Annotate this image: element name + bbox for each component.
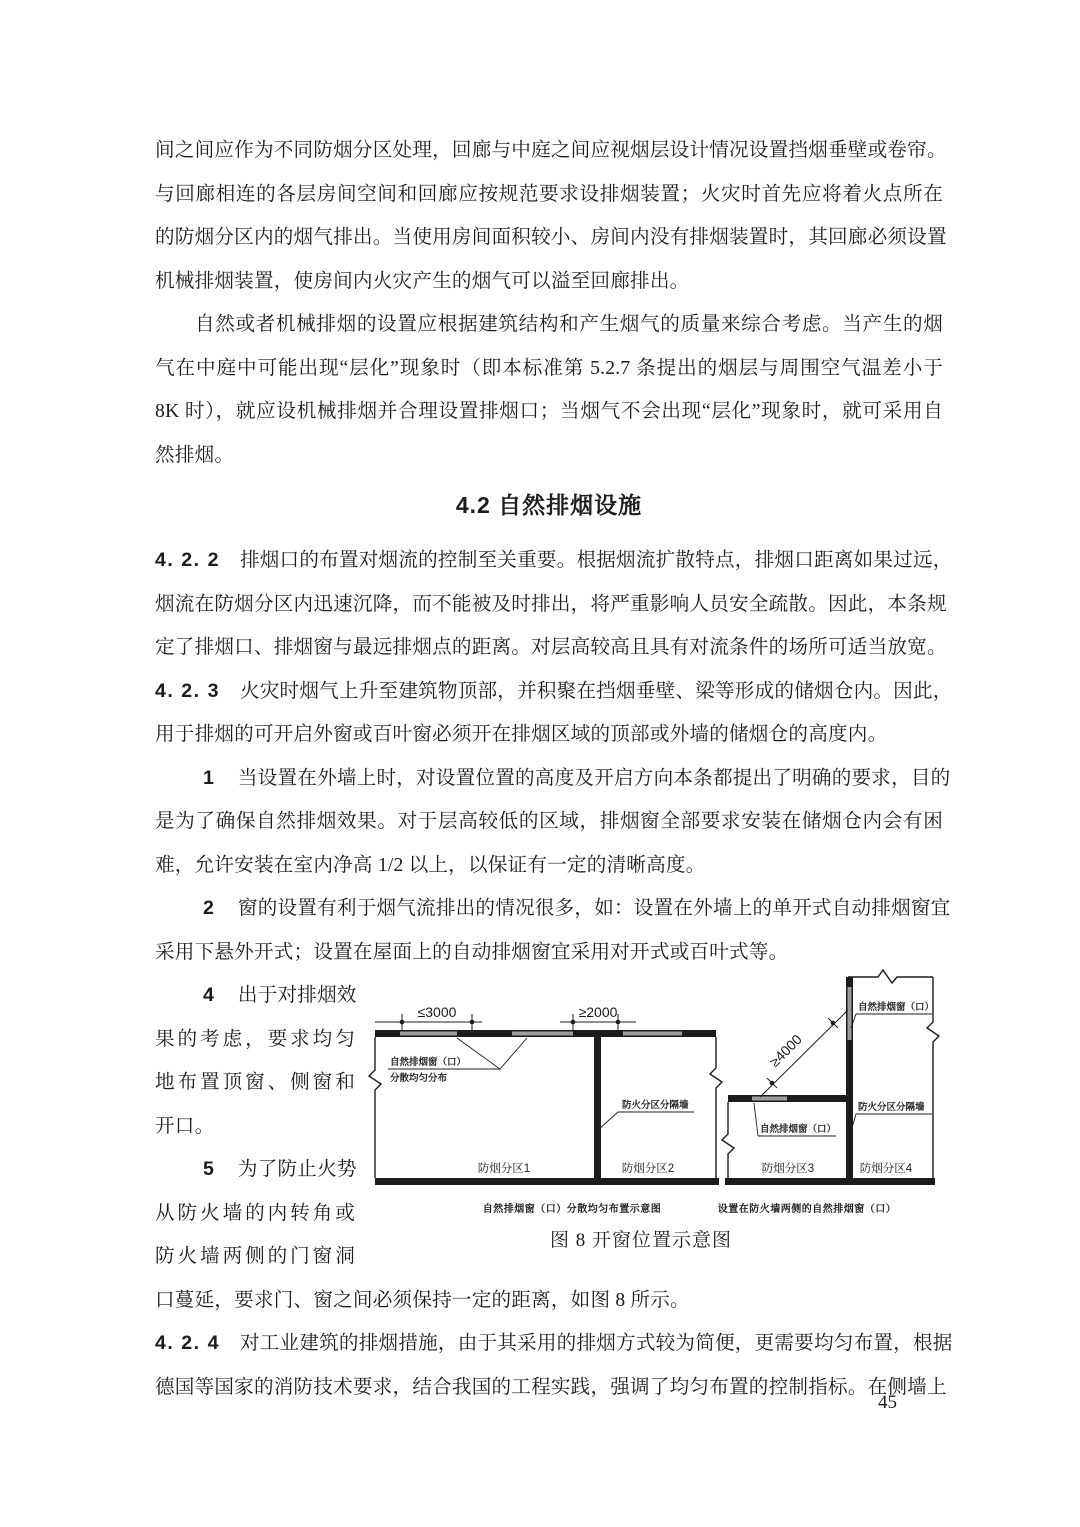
line-text: 自然或者机械排烟的设置应根据建筑结构和产生烟气的质量来综合考虑。当产生的烟: [195, 314, 943, 335]
line-text: 气在中庭中可能出现“层化”现象时（即本标准第 5.2.7 条提出的烟层与周围空气温差小于: [155, 357, 943, 379]
clause-number: 4: [203, 984, 214, 1006]
line-text: 口蔓延，要求门、窗之间必须保持一定的距离，如图 8 所示。: [155, 1289, 690, 1311]
dim-label-3000: ≤3000: [417, 1004, 457, 1020]
text-line: [155, 1018, 355, 1062]
line-text: 烟流在防烟分区内迅速沉降，而不能被及时排出，将严重影响人员安全疏散。因此，本条规: [155, 593, 947, 615]
text-line: [155, 1061, 355, 1105]
line-text: 8K 时），就应设机械排烟并合理设置排烟口；当烟气不会出现“层化”现象时，就可采用自: [155, 401, 943, 422]
text-line: [155, 1366, 947, 1410]
clause-number: 5: [203, 1158, 214, 1180]
clause-number: 4. 2. 4: [155, 1332, 220, 1354]
text-line: [155, 539, 953, 583]
clause-number: 1: [203, 766, 214, 789]
text-line: [155, 583, 947, 627]
line-text: 从防火墙的内转角或: [155, 1202, 355, 1224]
line-text: 排烟口的布置对烟流的控制至关重要。根据烟流扩散特点，排烟口距离如果过远，: [239, 550, 953, 571]
line-text: 与回廊相连的各层房间空间和回廊应按规范要求设排烟装置；火灾时首先应将着火点所在: [155, 183, 943, 205]
line-text: 难，允许安装在室内净高 1/2 以上，以保证有一定的清晰高度。: [155, 854, 706, 876]
text-line: [155, 347, 943, 391]
right-window-label-side: 自然排烟窗（口）: [760, 1124, 837, 1135]
text-line: [155, 670, 953, 714]
line-text: 定了排烟口、排烟窗与最远排烟点的距离。对层高较高且具有对流条件的场所可适当放宽。: [155, 637, 947, 658]
dim-label-2000: ≥2000: [578, 1004, 618, 1020]
left-window-label-line1: 自然排烟窗（口）: [390, 1057, 467, 1068]
left-window-label-line2: 分散均匀分布: [390, 1073, 448, 1084]
line-text: 出于对排烟效: [237, 985, 357, 1006]
figure-8-drawing: [352, 962, 970, 1220]
text-line: [155, 216, 947, 260]
clause-number: 4. 2. 3: [155, 679, 220, 702]
text-line: [155, 1192, 355, 1236]
line-text: 火灾时烟气上升至建筑物顶部，并积聚在挡烟垂壁、梁等形成的储烟仓内。因此，: [239, 680, 953, 702]
line-text: 当设置在外墙上时，对设置位置的高度及开启方向本条都提出了明确的要求，目的: [237, 767, 951, 789]
text-line: [155, 844, 943, 888]
line-text: 机械排烟装置，使房间内火灾产生的烟气可以溢至回廊排出。: [155, 270, 690, 292]
text-line: [155, 260, 943, 304]
text-line: [155, 434, 943, 478]
dim-label-4000: ≥4000: [766, 1031, 805, 1070]
line-text: 间之间应作为不同防烟分区处理，回廊与中庭之间应视烟层设计情况设置挡烟垂壁或卷帘。: [155, 140, 947, 161]
text-line: [155, 1105, 355, 1149]
right-firewall-label: 防火分区分隔墙: [858, 1102, 925, 1113]
left-subcaption: 自然排烟窗（口）分散均匀布置示意图: [482, 1204, 662, 1215]
line-text: 4.2 自然排烟设施: [455, 492, 643, 518]
figure-caption: 图 8 开窗位置示意图: [549, 1230, 732, 1251]
text-line: [155, 1322, 953, 1366]
text-line: [155, 1148, 355, 1192]
zone-4-label: 防烟分区4: [859, 1163, 913, 1175]
text-line: [155, 757, 951, 801]
text-line: [155, 129, 947, 173]
clause-number: 4. 2. 2: [155, 549, 220, 571]
left-firewall-label: 防火分区分隔墙: [622, 1100, 689, 1111]
text-line: [155, 390, 943, 434]
text-line: [155, 1279, 943, 1323]
right-leader-lines: [754, 1014, 932, 1136]
clause-number: 2: [203, 897, 214, 919]
line-text: 德国等国家的消防技术要求，结合我国的工程实践，强调了均匀布置的控制指标。在侧墙上: [155, 1376, 947, 1398]
line-text: 用于排烟的可开启外窗或百叶窗必须开在排烟区域的顶部或外墙的储烟仓的高度内。: [155, 724, 888, 745]
text-line: [155, 800, 943, 844]
text-line: [155, 626, 947, 670]
line-text: 果的考虑，要求均匀: [155, 1028, 355, 1050]
line-text: 是为了确保自然排烟效果。对于层高较低的区域，排烟窗全部要求安装在储烟仓内会有困: [155, 811, 943, 832]
left-exhaust-windows: [400, 1032, 682, 1036]
text-line: [155, 173, 943, 217]
text-line: [155, 887, 951, 931]
page-number: 45: [878, 1392, 897, 1413]
text-line: [155, 974, 355, 1018]
line-text: 采用下悬外开式；设置在屋面上的自动排烟窗宜采用对开式或百叶式等。: [155, 941, 789, 963]
line-text: 的防烟分区内的烟气排出。当使用房间面积较小、房间内没有排烟装置时，其回廊必须设置: [155, 227, 947, 248]
right-subcaption: 设置在防火墙两侧的自然排烟窗（口）: [717, 1204, 897, 1215]
text-line: [155, 713, 943, 757]
line-text: 开口。: [155, 1115, 215, 1137]
text-line: [155, 303, 943, 347]
line-text: 对工业建筑的排烟措施，由于其采用的排烟方式较为简便，更需要均匀布置，根据: [239, 1333, 953, 1354]
zone-3-label: 防烟分区3: [761, 1163, 815, 1175]
line-text: 窗的设置有利于烟气流排出的情况很多，如：设置在外墙上的单开式自动排烟窗宜: [237, 898, 951, 919]
line-text: 为了防止火势: [237, 1159, 357, 1180]
section-heading: [155, 477, 943, 533]
line-text: 防火墙两侧的门窗洞: [155, 1246, 355, 1267]
line-text: 然排烟。: [155, 444, 235, 466]
zone-1-label: 防烟分区1: [477, 1163, 531, 1175]
line-text: 地布置顶窗、侧窗和: [155, 1072, 355, 1093]
text-line: [155, 1235, 355, 1279]
right-window-label-top: 自然排烟窗（口）: [858, 1002, 935, 1013]
figure-8: [352, 962, 970, 1252]
zone-2-label: 防烟分区2: [621, 1163, 675, 1175]
